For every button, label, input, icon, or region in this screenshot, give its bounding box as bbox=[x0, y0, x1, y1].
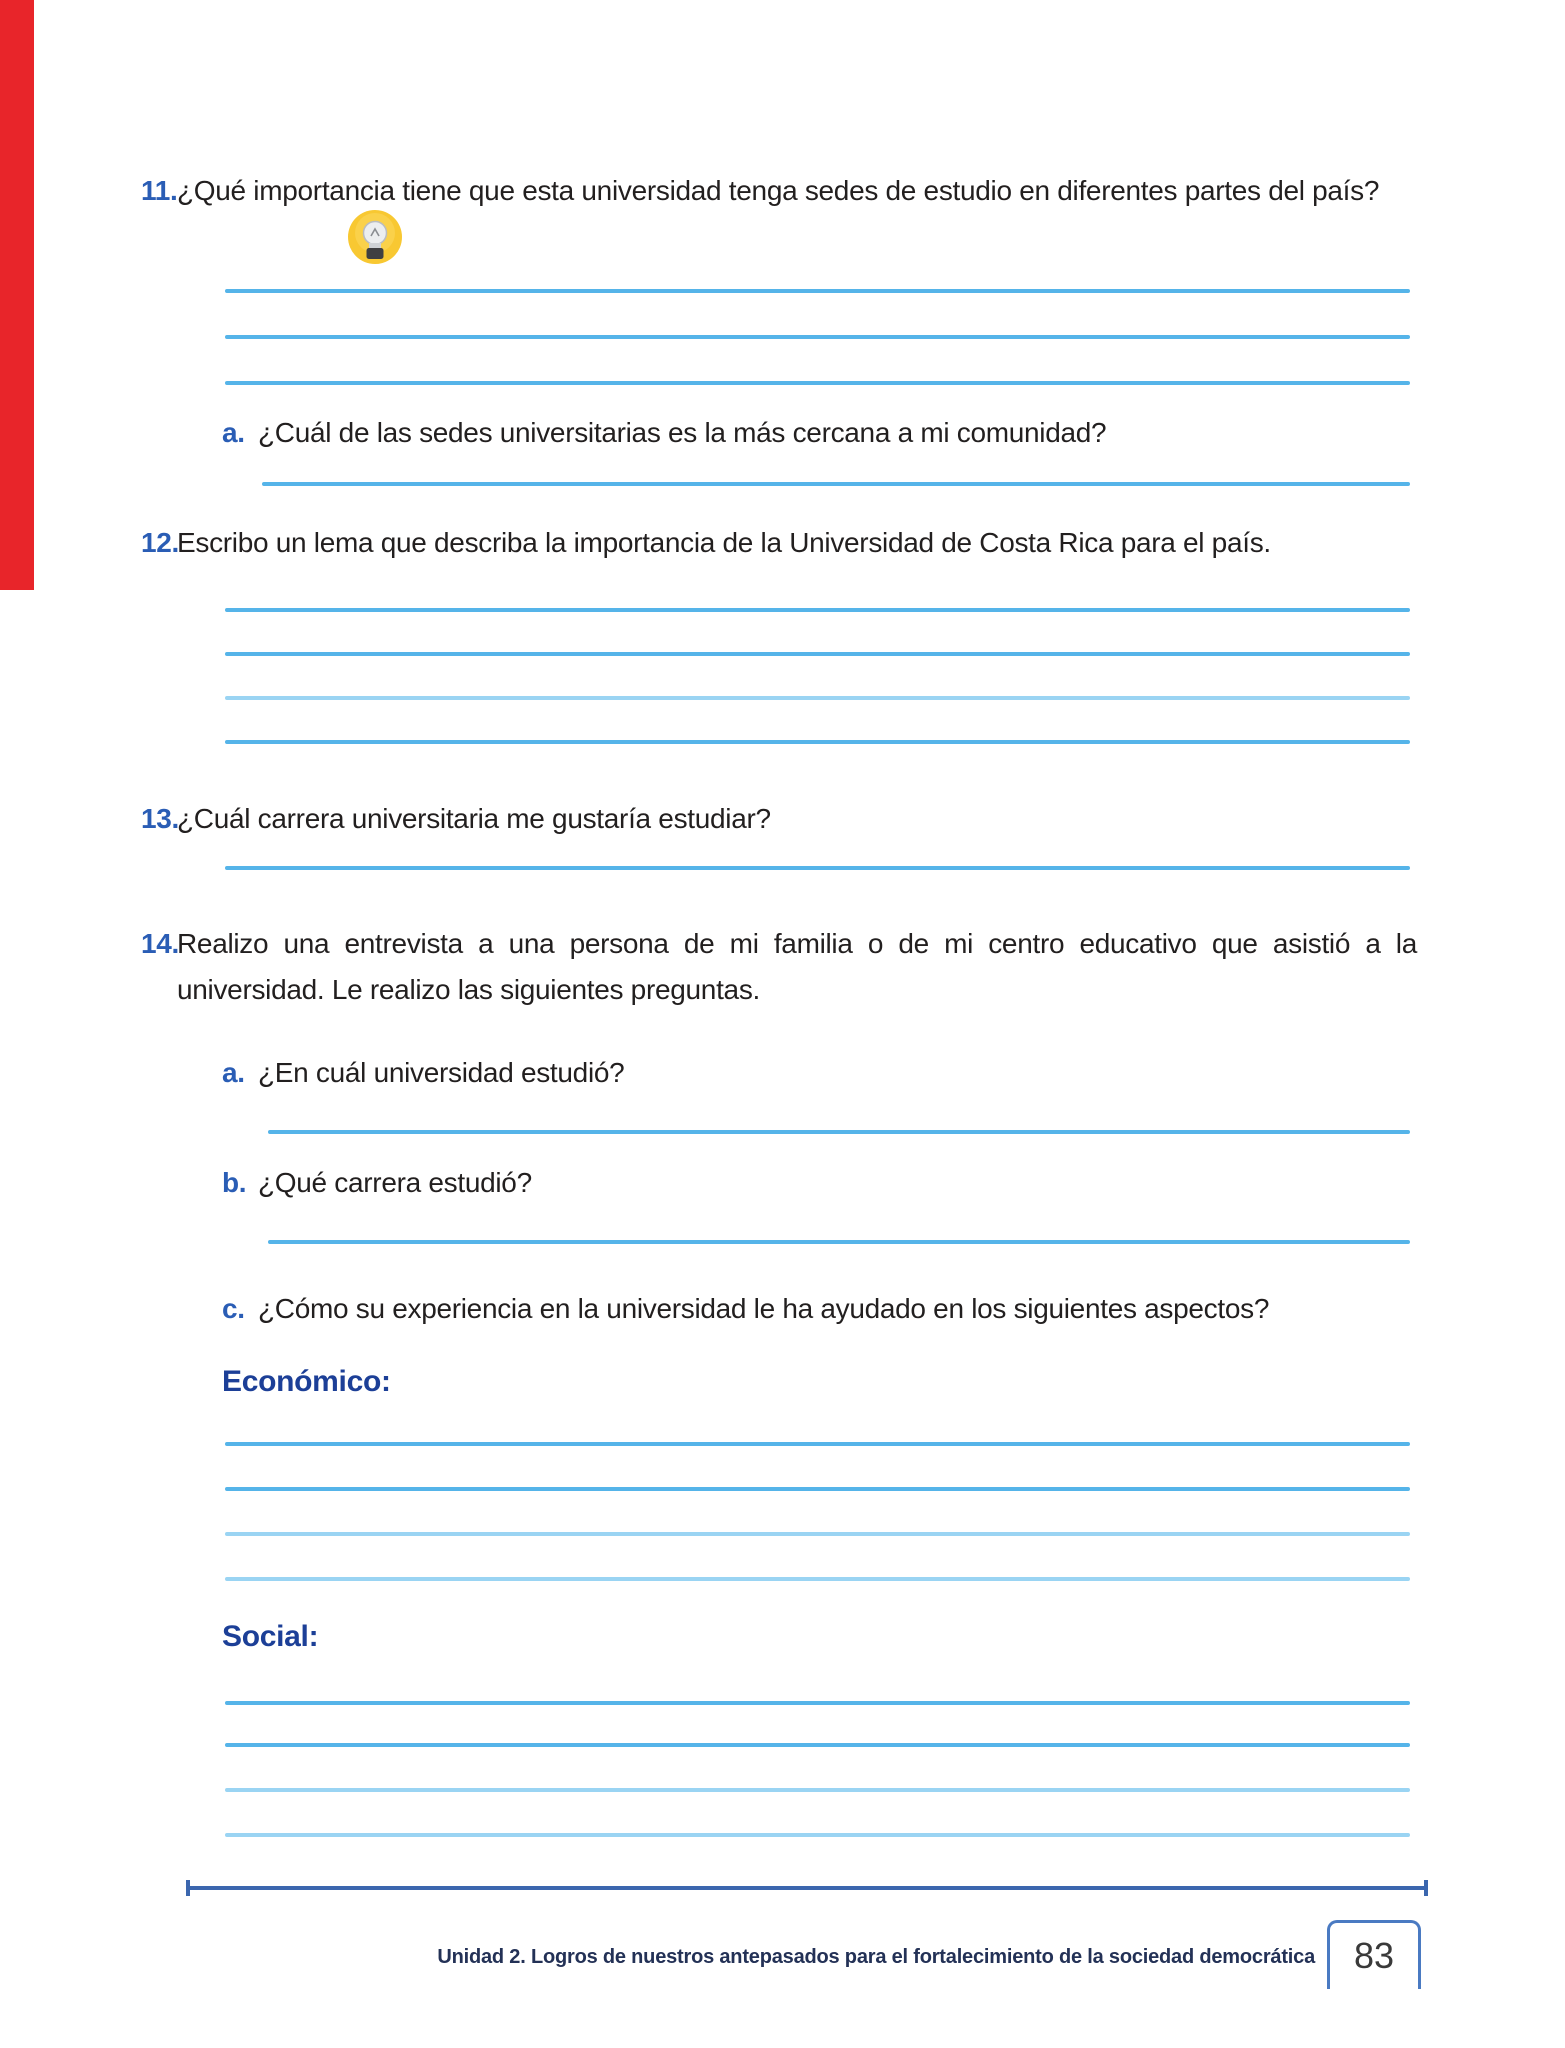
answer-line bbox=[225, 652, 1410, 656]
question-14a-letter: a. bbox=[222, 1057, 245, 1088]
answer-line bbox=[225, 1532, 1410, 1536]
page-number: 83 bbox=[1353, 1935, 1395, 1976]
answer-line bbox=[225, 740, 1410, 744]
footer-divider-rule bbox=[186, 1886, 1428, 1890]
answer-line bbox=[225, 1743, 1410, 1747]
answer-line bbox=[225, 696, 1410, 700]
question-11-number: 11. bbox=[141, 175, 178, 206]
question-11-text: ¿Qué importancia tiene que esta universidad tenga sedes de estudio en diferentes partes del país? bbox=[177, 175, 1380, 206]
answer-line bbox=[225, 608, 1410, 612]
answer-line bbox=[225, 866, 1410, 870]
answer-line bbox=[225, 1833, 1410, 1837]
question-14-text: Realizo una entrevista a una persona de mi familia o de mi centro educativo que asistió a la universidad. Le realizo las siguientes preguntas. bbox=[177, 928, 1417, 1005]
page-number-box bbox=[1327, 1920, 1421, 1989]
aspect-label-economico: Económico: bbox=[222, 1365, 391, 1398]
lightbulb-icon bbox=[347, 209, 403, 273]
question-14b-letter: b. bbox=[222, 1167, 247, 1198]
aspect-label-social: Social: bbox=[222, 1620, 319, 1653]
answer-line bbox=[262, 482, 1410, 486]
question-14-number: 14. bbox=[141, 928, 180, 959]
answer-line bbox=[225, 1788, 1410, 1792]
answer-line bbox=[268, 1130, 1410, 1134]
question-14b-text: ¿Qué carrera estudió? bbox=[258, 1167, 532, 1198]
footer-unit-title: Unidad 2. Logros de nuestros antepasados para el fortalecimiento de la sociedad democrática bbox=[437, 1946, 1315, 1968]
answer-line bbox=[225, 1487, 1410, 1491]
answer-line bbox=[268, 1240, 1410, 1244]
answer-line bbox=[225, 381, 1410, 385]
answer-line bbox=[225, 1577, 1410, 1581]
question-11a-letter: a. bbox=[222, 417, 245, 448]
page-edge-red-tab bbox=[0, 0, 34, 590]
answer-line bbox=[225, 1701, 1410, 1705]
question-12-number: 12. bbox=[141, 527, 180, 558]
question-14c-text: ¿Cómo su experiencia en la universidad le ha ayudado en los siguientes aspectos? bbox=[258, 1293, 1270, 1324]
answer-line bbox=[225, 335, 1410, 339]
question-12-text: Escribo un lema que describa la importancia de la Universidad de Costa Rica para el país. bbox=[177, 527, 1271, 558]
question-13-number: 13. bbox=[141, 803, 180, 834]
answer-line bbox=[225, 1442, 1410, 1446]
question-11a-text: ¿Cuál de las sedes universitarias es la más cercana a mi comunidad? bbox=[258, 417, 1107, 448]
question-14a-text: ¿En cuál universidad estudió? bbox=[258, 1057, 625, 1088]
question-13-text: ¿Cuál carrera universitaria me gustaría estudiar? bbox=[177, 803, 771, 834]
answer-line bbox=[225, 289, 1410, 293]
question-14c-letter: c. bbox=[222, 1293, 245, 1324]
